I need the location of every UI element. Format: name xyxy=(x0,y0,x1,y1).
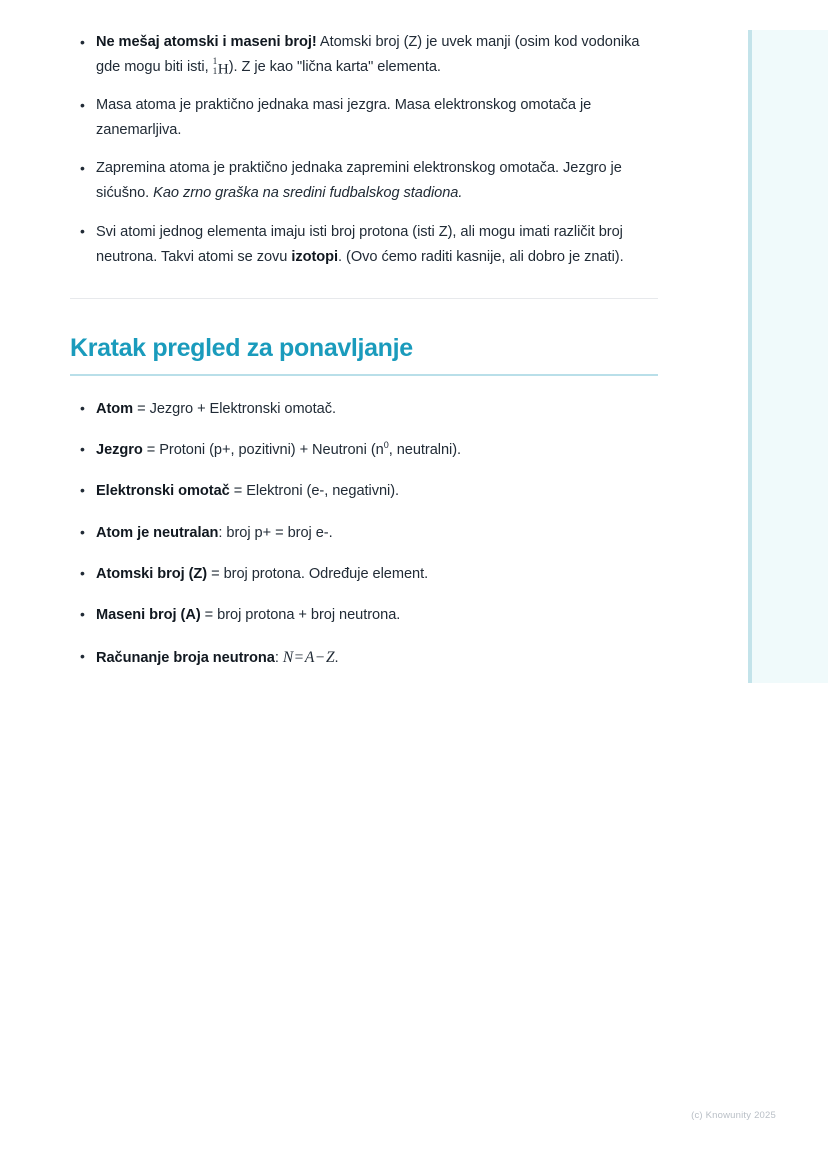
summary-definition: : broj p+ = broj e-. xyxy=(218,524,333,541)
bullet-text-a: Atomski broj (Z) je uvek manji (osim kod vodonika gde mogu biti isti, xyxy=(96,34,640,76)
bullet-text-italic: Kao zrno graška na sredini fudbalskog stadiona. xyxy=(153,185,463,202)
list-item xyxy=(70,646,658,671)
summary-definition-a: : xyxy=(274,649,283,666)
list-item xyxy=(70,563,658,586)
summary-term: Jezgro xyxy=(96,442,143,459)
formula-equals: = xyxy=(294,648,304,666)
summary-definition: = broj protona + broj neutrona. xyxy=(200,607,401,624)
summary-definition-a: = Protoni (p+, pozitivni) + Neutroni (n xyxy=(142,442,384,459)
summary-term: Atom xyxy=(96,400,134,417)
isotope-notation-hydrogen xyxy=(213,59,229,79)
summary-term: Računanje broja neutrona xyxy=(96,649,275,666)
summary-list xyxy=(70,398,658,671)
isotope-indices xyxy=(213,58,218,78)
neutron-formula xyxy=(283,649,335,666)
list-item xyxy=(70,156,658,206)
list-item xyxy=(70,604,658,627)
formula-rhs-b: Z xyxy=(325,648,335,666)
bullet-lead-bold: Ne mešaj atomski i maseni broj! xyxy=(96,34,317,50)
section-divider xyxy=(70,298,658,299)
bullet-text: Masa atoma je praktično jednaka masi jezgra. Masa elektronskog omotača je zanemarljiva. xyxy=(96,97,592,139)
decorative-side-panel-edge xyxy=(748,30,752,683)
bullet-text-bold: izotopi xyxy=(291,248,339,265)
summary-definition: = Elektroni (e-, negativni). xyxy=(229,483,400,500)
list-item xyxy=(70,522,658,545)
formula-lhs: N xyxy=(282,648,294,666)
summary-term: Atomski broj (Z) xyxy=(96,566,208,583)
list-item xyxy=(70,93,658,143)
list-item xyxy=(70,30,658,80)
isotope-superscript: 1 xyxy=(212,57,218,68)
bullet-text-b: ). Z je kao "lična karta" elementa. xyxy=(228,59,441,76)
summary-term: Atom je neutralan xyxy=(96,524,219,541)
decorative-side-panel xyxy=(748,30,828,683)
bullet-text-a: Svi atomi jednog elementa imaju isti broj protona (isti Z), ali mogu imati različit broj neutrona. Takvi atomi se zovu xyxy=(96,223,623,265)
notes-bullet-list xyxy=(70,30,658,270)
summary-definition-b: , neutralni). xyxy=(388,442,462,459)
formula-rhs-a: A xyxy=(304,648,315,666)
bullet-text-b: . (Ovo ćemo raditi kasnije, ali dobro je znati). xyxy=(338,248,624,265)
list-item xyxy=(70,220,658,270)
isotope-subscript: 1 xyxy=(212,67,218,78)
summary-definition: = Jezgro + Elektronski omotač. xyxy=(133,400,336,417)
list-item xyxy=(70,439,658,462)
isotope-symbol: H xyxy=(217,60,229,77)
list-item xyxy=(70,480,658,503)
summary-definition-b: . xyxy=(334,649,339,666)
neutron-charge-superscript: 0 xyxy=(383,440,389,451)
bullet-text-a: Zapremina atoma je praktično jednaka zapremini elektronskog omotača. Jezgro je sićušno. xyxy=(96,160,622,202)
footer-copyright: (c) Knowunity 2025 xyxy=(691,1110,776,1121)
summary-term: Elektronski omotač xyxy=(96,483,230,500)
summary-definition: = broj protona. Određuje element. xyxy=(207,566,429,583)
section-heading-underline xyxy=(70,374,658,376)
list-item xyxy=(70,398,658,421)
formula-minus: − xyxy=(315,648,325,666)
summary-term: Maseni broj (A) xyxy=(96,607,201,624)
section-heading: Kratak pregled za ponavljanje xyxy=(70,333,413,362)
